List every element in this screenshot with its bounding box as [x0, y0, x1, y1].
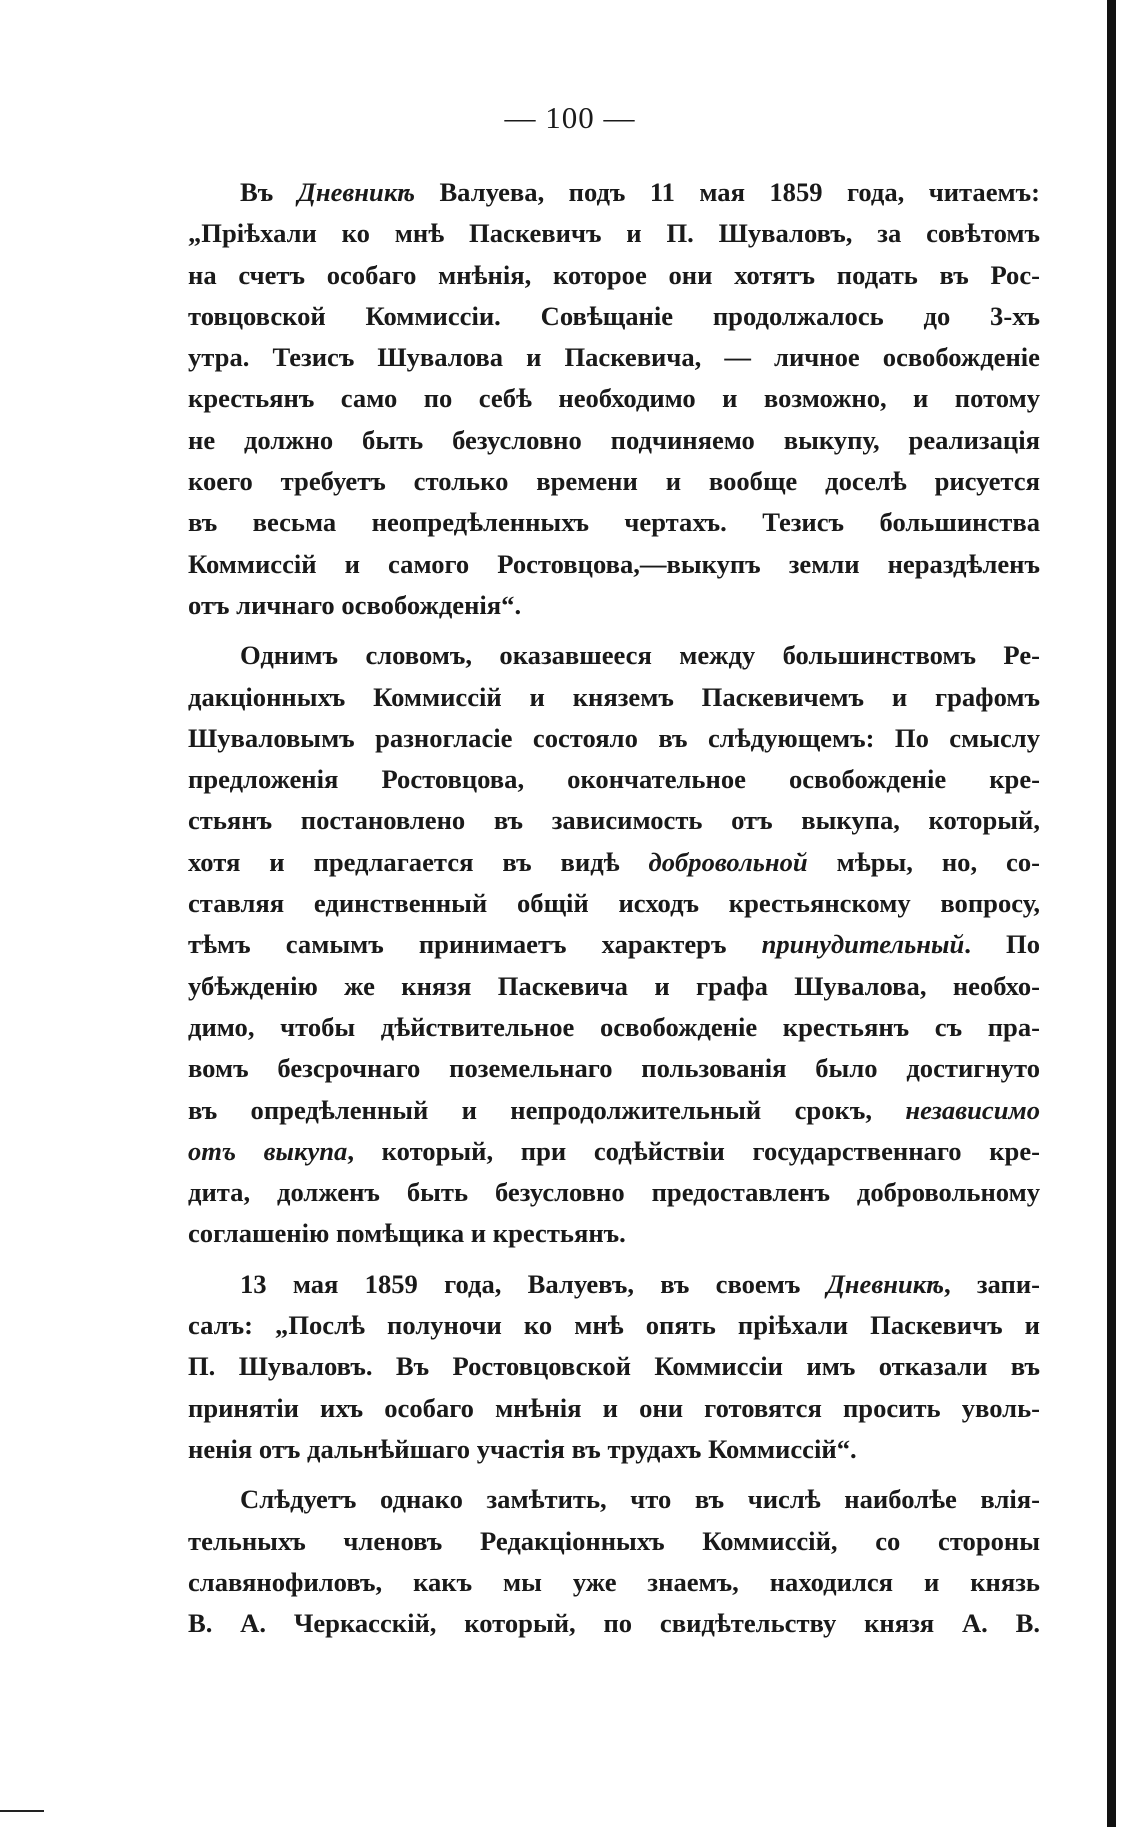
paragraph: [188, 1479, 1040, 1644]
text-line: хотя и предлагается въ видѣ добровольной мѣры, но, со-: [188, 846, 1040, 877]
text-line: салъ: „Послѣ полуночи ко мнѣ опять пріѣхали Паскевичъ и: [188, 1310, 1040, 1341]
margin-mark: [0, 1810, 44, 1812]
text-line: принятіи ихъ особаго мнѣнія и они готовятся просить уволь-: [188, 1392, 1040, 1423]
text-line: дакціонныхъ Коммиссій и княземъ Паскевичемъ и графомъ: [188, 681, 1040, 712]
italic-phrase: принудительный: [761, 929, 965, 960]
text-line: славянофиловъ, какъ мы уже знаемъ, находился и князь: [188, 1566, 1040, 1597]
text-line: дита, долженъ быть безусловно предоставленъ добровольному: [188, 1177, 1040, 1208]
text-line: коего требуетъ столько времени и вообще доселѣ рисуется: [188, 466, 1040, 497]
text-line: Коммиссій и самого Ростовцова,—выкупъ земли нераздѣленъ: [188, 548, 1040, 579]
text-line: не должно быть безусловно подчиняемо выкупу, реализація: [188, 424, 1040, 455]
text-line: П. Шуваловъ. Въ Ростовцовской Коммиссіи имъ отказали въ: [188, 1351, 1040, 1382]
text-line: тельныхъ членовъ Редакціонныхъ Коммиссій, со стороны: [188, 1525, 1040, 1556]
text-line: Однимъ словомъ, оказавшееся между большинствомъ Ре-: [240, 640, 1040, 671]
text-line: ставляя единственный общій исходъ крестьянскому вопросу,: [188, 888, 1040, 919]
text-line: утра. Тезисъ Шувалова и Паскевича, — личное освобожденіе: [188, 342, 1040, 373]
italic-phrase: добровольной: [648, 846, 808, 877]
text-line: вомъ безсрочнаго поземельнаго пользованія было достигнуто: [188, 1053, 1040, 1084]
italic-phrase: отъ выкупа: [188, 1135, 348, 1166]
text-line: Шуваловымъ разногласіе состояло въ слѣдующемъ: По смыслу: [188, 722, 1040, 753]
text-line: предложенія Ростовцова, окончательное освобожденіе кре-: [188, 764, 1040, 795]
paragraph: [188, 635, 1040, 1254]
text-line: В. А. Черкасскій, который, по свидѣтельству князя А. В.: [188, 1608, 1040, 1639]
page-number: — 100 —: [504, 100, 636, 135]
text-line: крестьянъ само по себѣ необходимо и возможно, и потому: [188, 383, 1040, 414]
text-line: Въ Дневникѣ Валуева, подъ 11 мая 1859 года, читаемъ:: [240, 177, 1041, 207]
paragraph: [188, 1264, 1040, 1470]
text-line: на счетъ особаго мнѣнія, которое они хотятъ подать въ Рос-: [188, 259, 1040, 290]
text-line: тѣмъ самымъ принимаетъ характеръ принудительный. По: [188, 929, 1040, 960]
text-line: соглашенію помѣщика и крестьянъ.: [188, 1218, 626, 1249]
text-line: отъ личнаго освобожденія“.: [188, 589, 522, 620]
text-line: ненія отъ дальнѣйшаго участія въ трудахъ Коммиссій“.: [188, 1433, 857, 1464]
text-line: отъ выкупа, который, при содѣйствіи государственнаго кре-: [188, 1135, 1040, 1166]
text-line: убѣжденію же князя Паскевича и графа Шувалова, необхо-: [188, 970, 1040, 1001]
italic-phrase: Дневникѣ: [826, 1268, 944, 1299]
paragraph: [188, 172, 1040, 626]
text-line: въ опредѣленный и непродолжительный срокъ, независимо: [188, 1094, 1040, 1125]
body-text: [188, 172, 1040, 1644]
text-line: въ весьма неопредѣленныхъ чертахъ. Тезисъ большинства: [188, 507, 1040, 538]
text-line: димо, чтобы дѣйствительное освобожденіе крестьянъ съ пра-: [188, 1011, 1040, 1042]
text-line: Слѣдуетъ однако замѣтить, что въ числѣ наиболѣе влія-: [240, 1484, 1040, 1515]
italic-phrase: Дневникѣ: [297, 177, 416, 207]
italic-phrase: независимо: [905, 1094, 1040, 1125]
text-line: „Пріѣхали ко мнѣ Паскевичъ и П. Шуваловъ, за совѣтомъ: [188, 218, 1040, 249]
text-line: 13 мая 1859 года, Валуевъ, въ своемъ Дневникѣ, запи-: [240, 1268, 1040, 1299]
page-edge-shadow: [1107, 0, 1116, 1827]
text-line: стьянъ постановлено въ зависимость отъ выкупа, который,: [188, 805, 1040, 836]
text-line: товцовской Коммиссіи. Совѣщаніе продолжалось до 3-хъ: [188, 300, 1040, 331]
